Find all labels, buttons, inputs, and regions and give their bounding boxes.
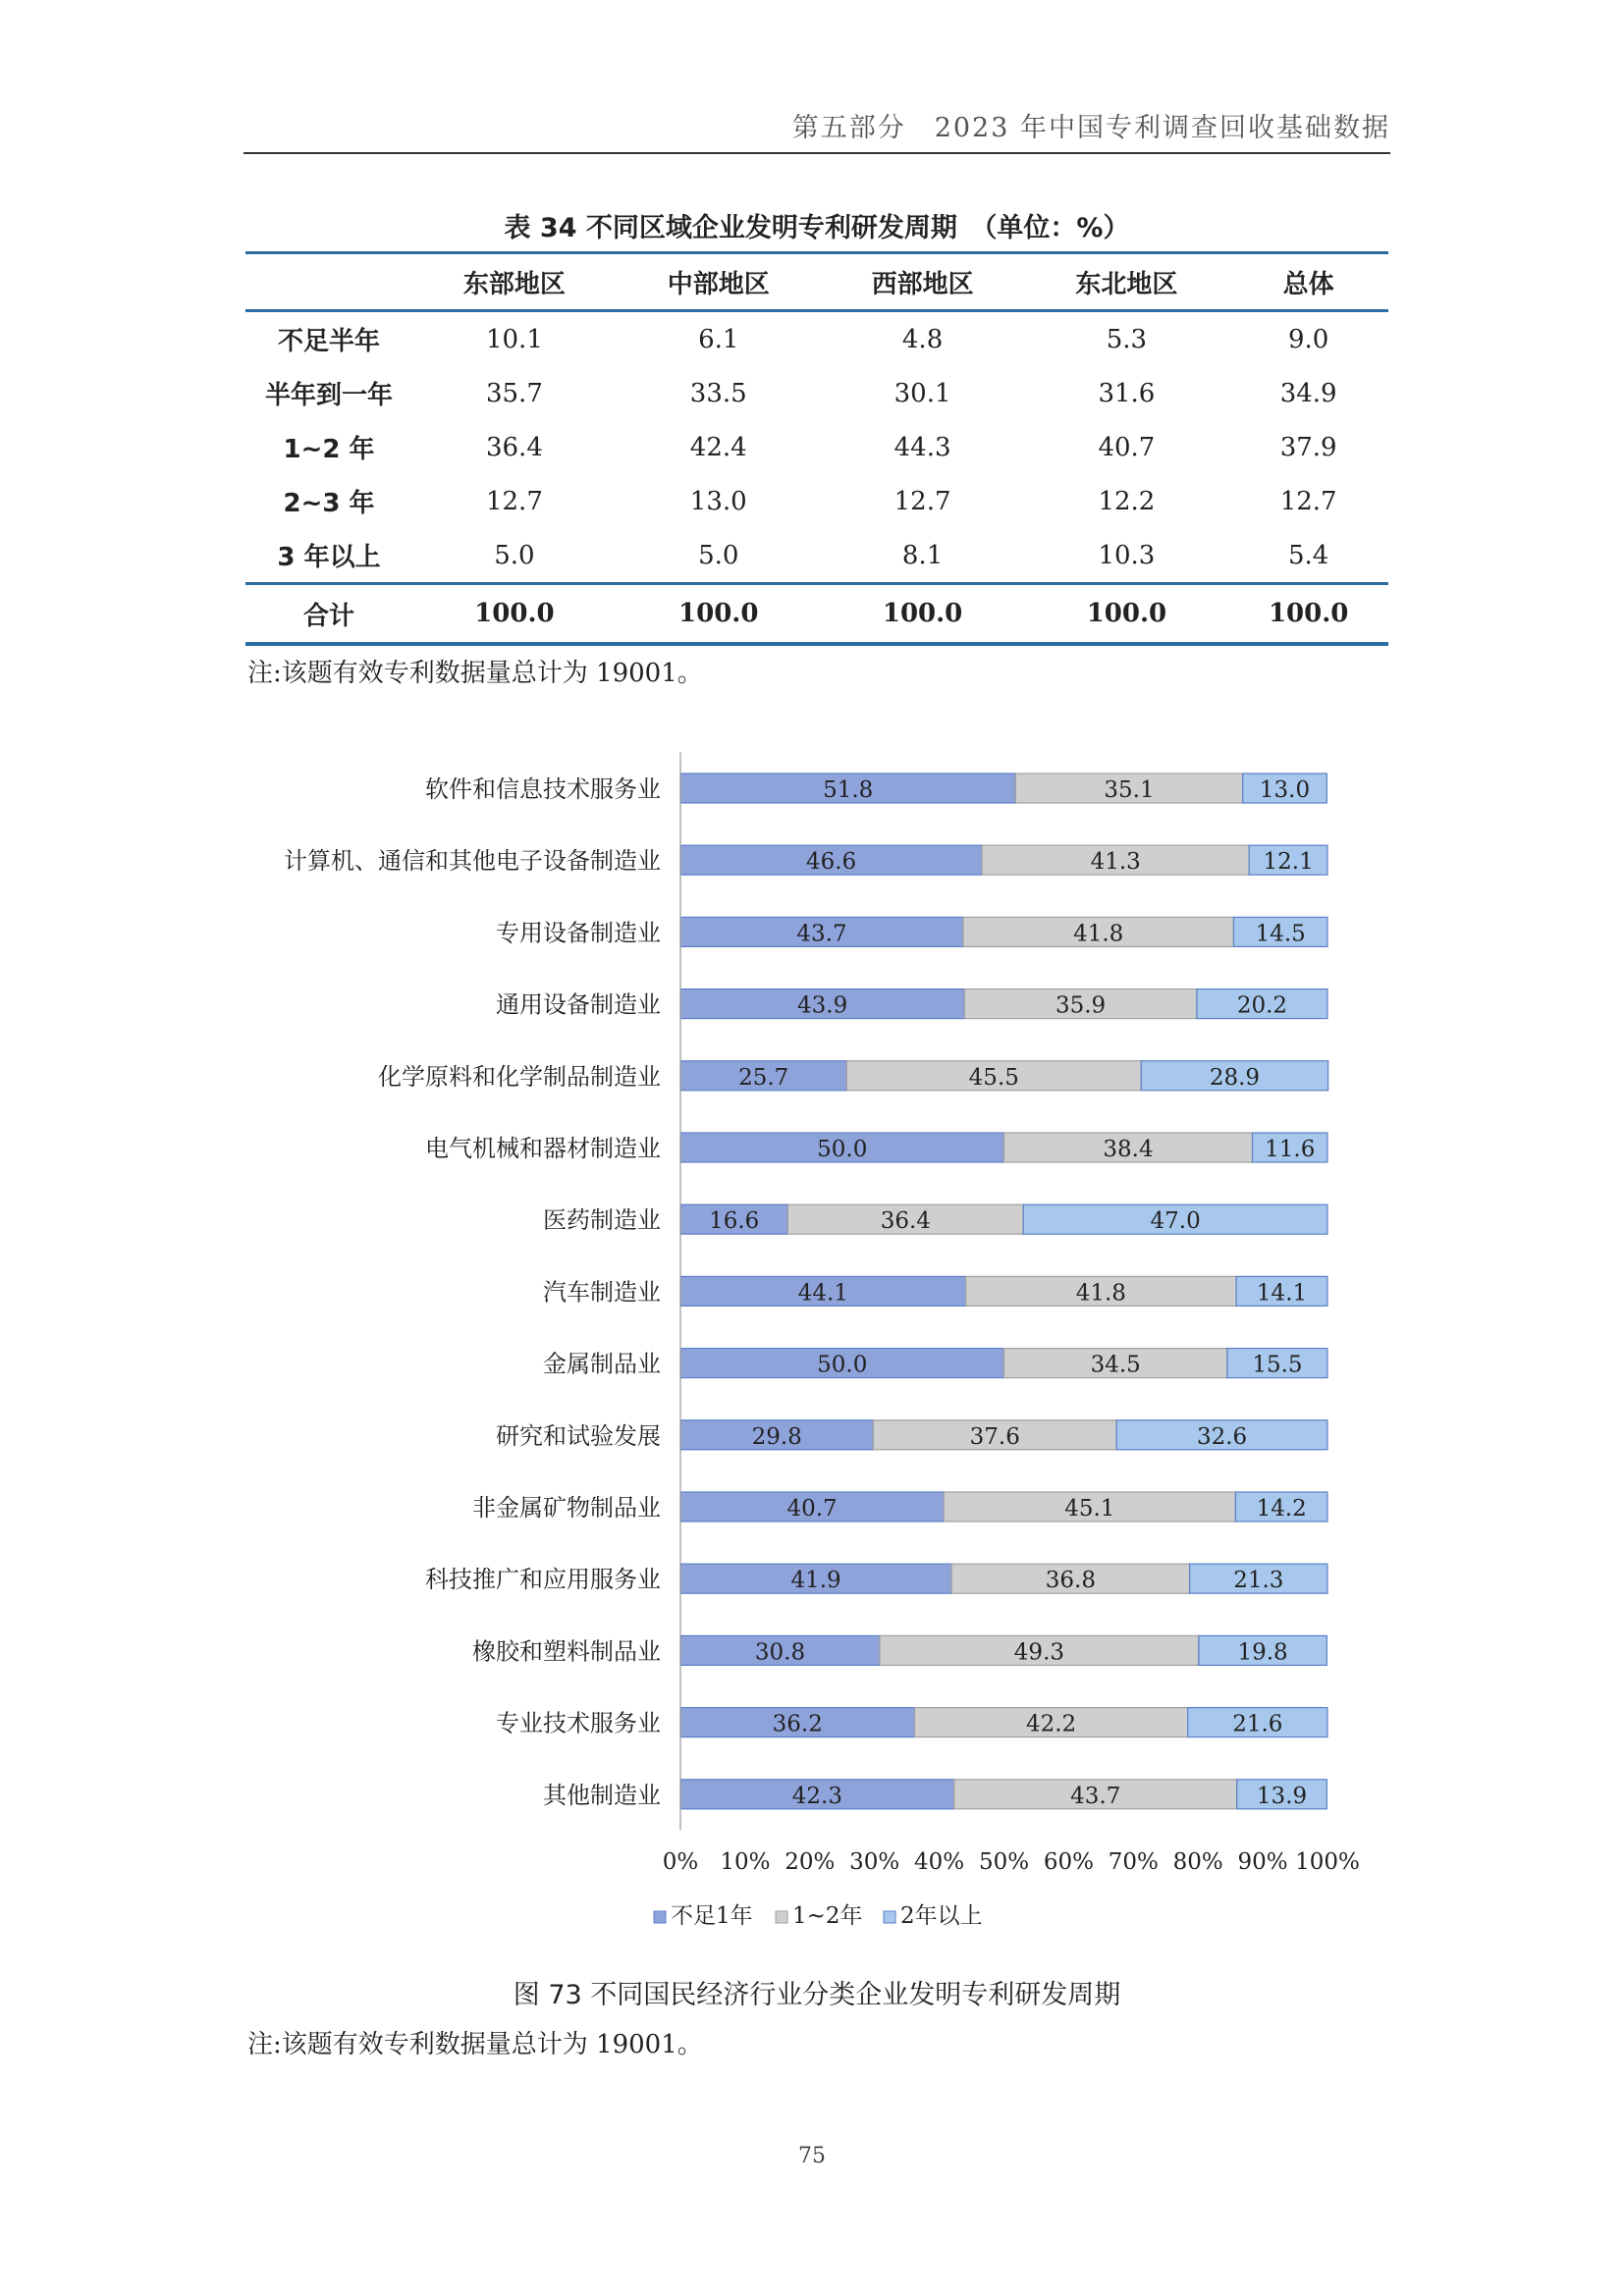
header-cell: 东北地区 [1075, 269, 1178, 299]
data-label: 41.8 [1073, 921, 1124, 947]
table-cell: 4.8 [901, 324, 944, 354]
data-label: 11.6 [1265, 1137, 1316, 1162]
table-cell: 40.7 [1098, 432, 1156, 462]
header-cell: 东部地区 [462, 269, 566, 299]
x-tick-label: 50% [978, 1849, 1030, 1875]
data-label: 19.8 [1237, 1639, 1288, 1666]
table-caption: 表 34 不同区域企业发明专利研发周期 （单位：%） [504, 213, 1130, 243]
category-label: 通用设备制造业 [496, 990, 661, 1019]
data-label: 43.9 [797, 992, 848, 1019]
data-label: 12.1 [1263, 849, 1314, 876]
header-cell: 总体 [1282, 269, 1334, 299]
data-label: 42.2 [1025, 1711, 1077, 1737]
category-label: 非金属矿物制品业 [472, 1494, 661, 1522]
data-label: 34.5 [1090, 1352, 1141, 1378]
figure-note: 注:该题有效专利数据量总计为 19001。 [247, 2030, 703, 2059]
data-label: 28.9 [1209, 1064, 1261, 1091]
data-label: 21.3 [1233, 1568, 1284, 1594]
legend-swatch [884, 1911, 895, 1923]
data-label: 44.1 [797, 1280, 848, 1307]
category-label: 化学原料和化学制品制造业 [378, 1062, 661, 1091]
row-label: 2~3 年 [283, 489, 375, 518]
table-cell: 10.1 [485, 324, 543, 354]
data-label: 41.8 [1075, 1280, 1126, 1307]
x-tick-label: 20% [785, 1849, 836, 1875]
category-label: 专用设备制造业 [496, 919, 661, 947]
category-label: 软件和信息技术服务业 [425, 775, 661, 803]
page-number: 75 [798, 2144, 826, 2168]
legend-label: 1~2年 [792, 1903, 863, 1929]
data-label: 45.1 [1064, 1496, 1115, 1522]
header-cell: 中部地区 [667, 269, 770, 299]
data-label: 32.6 [1196, 1423, 1248, 1450]
data-label: 36.8 [1045, 1568, 1096, 1594]
category-label: 医药制造业 [543, 1206, 661, 1235]
data-label: 35.9 [1055, 992, 1107, 1019]
table-cell: 5.0 [494, 540, 535, 570]
table-cell: 42.4 [689, 432, 747, 462]
table-cell: 10.3 [1098, 540, 1156, 570]
data-label: 14.1 [1256, 1280, 1308, 1307]
data-label: 29.8 [751, 1423, 802, 1450]
header-cell: 西部地区 [871, 269, 974, 299]
table-cell: 100.0 [1268, 599, 1349, 628]
table-cell: 8.1 [901, 540, 944, 570]
category-label: 计算机、通信和其他电子设备制造业 [284, 847, 661, 876]
data-label: 14.5 [1255, 921, 1306, 947]
x-tick-label: 10% [720, 1849, 771, 1875]
data-label: 42.3 [791, 1783, 842, 1809]
category-label: 汽车制造业 [543, 1278, 661, 1307]
data-label: 15.5 [1252, 1352, 1303, 1378]
data-label: 43.7 [796, 921, 847, 947]
figure-caption: 图 73 不同国民经济行业分类企业发明专利研发周期 [513, 1980, 1121, 2010]
table-cell: 5.4 [1287, 540, 1329, 570]
data-label: 50.0 [817, 1137, 868, 1162]
legend-label: 不足1年 [671, 1903, 753, 1929]
row-label: 半年到一年 [264, 381, 393, 410]
x-tick-label: 30% [849, 1849, 900, 1875]
data-label: 35.1 [1104, 777, 1155, 803]
data-label: 38.4 [1103, 1137, 1154, 1162]
legend-swatch [776, 1911, 787, 1923]
table-cell: 100.0 [1086, 599, 1167, 628]
table-cell: 44.3 [893, 432, 951, 462]
data-label: 14.2 [1256, 1496, 1307, 1522]
data-label: 49.3 [1013, 1639, 1065, 1666]
data-label: 45.5 [968, 1064, 1019, 1091]
x-tick-label: 80% [1172, 1849, 1223, 1875]
table-cell: 36.4 [485, 432, 543, 462]
table-cell: 12.7 [1279, 486, 1337, 516]
x-tick-label: 100% [1295, 1849, 1360, 1875]
table-cell: 12.7 [485, 486, 543, 516]
table-cell: 30.1 [893, 378, 951, 408]
table-cell: 100.0 [678, 599, 759, 628]
table-cell: 9.0 [1287, 324, 1329, 354]
table-cell: 100.0 [474, 599, 555, 628]
data-label: 47.0 [1150, 1208, 1201, 1235]
data-label: 43.7 [1070, 1783, 1121, 1809]
table-cell: 13.0 [689, 486, 747, 516]
table-note: 注:该题有效专利数据量总计为 19001。 [247, 659, 703, 688]
data-label: 36.2 [772, 1711, 823, 1737]
x-tick-label: 60% [1043, 1849, 1094, 1875]
category-label: 金属制品业 [543, 1350, 661, 1378]
category-label: 科技推广和应用服务业 [425, 1566, 661, 1594]
data-label: 13.0 [1259, 777, 1311, 803]
category-label: 电气机械和器材制造业 [425, 1135, 661, 1162]
data-label: 36.4 [880, 1208, 931, 1235]
table-cell: 37.9 [1279, 432, 1337, 462]
legend-label: 2年以上 [900, 1903, 983, 1929]
data-label: 51.8 [823, 777, 874, 803]
data-label: 16.6 [709, 1208, 760, 1235]
table-cell: 6.1 [698, 324, 739, 354]
table-cell: 5.3 [1106, 324, 1148, 354]
x-tick-label: 0% [662, 1849, 699, 1875]
data-label: 25.7 [738, 1064, 789, 1091]
category-label: 专业技术服务业 [496, 1709, 661, 1737]
row-label: 合计 [302, 601, 354, 631]
data-label: 46.6 [805, 849, 857, 876]
legend-swatch [654, 1911, 666, 1923]
table-cell: 31.6 [1098, 378, 1156, 408]
row-label: 1~2 年 [283, 435, 375, 464]
row-label: 3 年以上 [277, 543, 381, 572]
category-label: 橡胶和塑料制品业 [472, 1637, 661, 1666]
table-cell: 5.0 [698, 540, 739, 570]
data-label: 30.8 [754, 1639, 806, 1666]
data-label: 37.6 [969, 1423, 1020, 1450]
data-label: 41.3 [1090, 849, 1141, 876]
table-cell: 12.7 [893, 486, 951, 516]
table-cell: 12.2 [1098, 486, 1156, 516]
x-tick-label: 70% [1108, 1849, 1159, 1875]
table-cell: 33.5 [689, 378, 747, 408]
data-label: 13.9 [1256, 1783, 1308, 1809]
row-label: 不足半年 [277, 327, 380, 356]
data-label: 21.6 [1232, 1711, 1283, 1737]
table-cell: 100.0 [882, 599, 963, 628]
category-label: 研究和试验发展 [496, 1421, 661, 1450]
data-label: 20.2 [1236, 992, 1288, 1019]
data-label: 50.0 [817, 1352, 868, 1378]
running-header: 第五部分 2023 年中国专利调查回收基础数据 [791, 113, 1390, 143]
x-tick-label: 90% [1237, 1849, 1288, 1875]
table-cell: 34.9 [1279, 378, 1337, 408]
data-label: 40.7 [786, 1496, 838, 1522]
data-label: 41.9 [790, 1568, 841, 1594]
category-label: 其他制造业 [543, 1781, 661, 1809]
x-tick-label: 40% [914, 1849, 965, 1875]
table-cell: 35.7 [485, 378, 543, 408]
